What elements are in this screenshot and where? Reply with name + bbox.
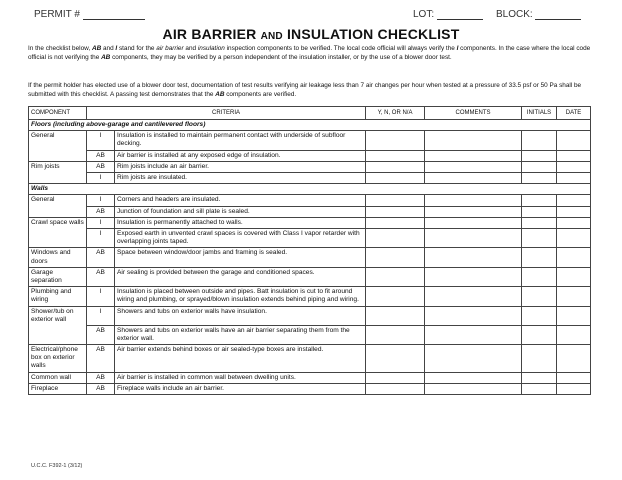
initials-cell[interactable] (522, 372, 557, 383)
component-cell-continued (29, 173, 87, 184)
intro-text-segment: AB (215, 90, 225, 98)
intro-text-segment: AB (101, 53, 111, 61)
date-cell[interactable] (557, 383, 591, 394)
ynna-cell[interactable] (366, 217, 425, 228)
component-cell-continued (29, 150, 87, 161)
component-cell: Windows and doors (29, 248, 87, 267)
table-row (29, 344, 591, 372)
col-comments: COMMENTS (425, 107, 522, 120)
intro-text-segment: I (115, 45, 118, 52)
component-cell-continued (29, 229, 87, 248)
initials-cell[interactable] (522, 325, 557, 344)
component-cell-continued (29, 325, 87, 344)
component-cell: General (29, 195, 87, 206)
intro-text-segment: stand for the (117, 45, 157, 52)
comments-cell[interactable] (425, 217, 522, 228)
block-label: BLOCK: (496, 9, 533, 20)
date-cell[interactable] (557, 306, 591, 325)
criteria-cell: Rim joists are insulated. (115, 173, 366, 184)
intro-paragraph-2 (28, 82, 608, 99)
block-field[interactable] (496, 9, 581, 20)
code-cell: I (87, 131, 115, 150)
criteria-cell: Fireplace walls include an air barrier. (115, 383, 366, 394)
title-part3: INSULATION CHECKLIST (286, 26, 460, 42)
ynna-cell[interactable] (366, 325, 425, 344)
criteria-cell: Air barrier extends behind boxes or air sealed-type boxes are installed. (115, 344, 366, 372)
ynna-cell[interactable] (366, 173, 425, 184)
title-and: AND (260, 31, 283, 42)
comments-cell[interactable] (425, 161, 522, 172)
date-cell[interactable] (557, 344, 591, 372)
intro-text-segment: In the checklist below, (28, 45, 92, 52)
ynna-cell[interactable] (366, 195, 425, 206)
initials-cell[interactable] (522, 150, 557, 161)
intro-text-segment: components. In the case where the local code official is not verifying the (28, 45, 591, 61)
date-cell[interactable] (557, 372, 591, 383)
date-cell[interactable] (557, 267, 591, 286)
table-row (29, 372, 591, 383)
ynna-cell[interactable] (366, 372, 425, 383)
comments-cell[interactable] (425, 344, 522, 372)
permit-blank[interactable] (83, 10, 145, 20)
intro-text-segment: inspection components to be verified. The local code official will always verify the (224, 45, 457, 52)
code-cell: AB (87, 325, 115, 344)
table-row (29, 195, 591, 206)
page-title (0, 26, 622, 42)
code-cell: AB (87, 383, 115, 394)
code-cell: I (87, 287, 115, 306)
date-cell[interactable] (557, 248, 591, 267)
initials-cell[interactable] (522, 206, 557, 217)
table-header-row (29, 107, 591, 120)
initials-cell[interactable] (522, 267, 557, 286)
comments-cell[interactable] (425, 248, 522, 267)
ynna-cell[interactable] (366, 267, 425, 286)
comments-cell[interactable] (425, 372, 522, 383)
date-cell[interactable] (557, 195, 591, 206)
intro-text-segment: and (183, 45, 198, 52)
lot-field[interactable] (413, 9, 483, 20)
criteria-cell: Air barrier is installed in common wall between dwelling units. (115, 372, 366, 383)
component-cell: Plumbing and wiring (29, 287, 87, 306)
code-cell: AB (87, 344, 115, 372)
initials-cell[interactable] (522, 287, 557, 306)
comments-cell[interactable] (425, 206, 522, 217)
code-cell: AB (87, 267, 115, 286)
initials-cell[interactable] (522, 248, 557, 267)
ynna-cell[interactable] (366, 150, 425, 161)
table-row (29, 206, 591, 217)
code-cell: I (87, 173, 115, 184)
intro-text-segment: and (101, 45, 116, 52)
ynna-cell[interactable] (366, 131, 425, 150)
section-label: Floors (including above-garage and cantilevered floors) (29, 120, 591, 131)
lot-label: LOT: (413, 9, 435, 20)
code-cell: I (87, 229, 115, 248)
date-cell[interactable] (557, 325, 591, 344)
criteria-cell: Showers and tubs on exterior walls have insulation. (115, 306, 366, 325)
code-cell: AB (87, 206, 115, 217)
initials-cell[interactable] (522, 217, 557, 228)
date-cell[interactable] (557, 217, 591, 228)
intro-text-segment: If the permit holder has elected use of a blower door test, documentation of test results verifying air leakage less than 7 air changes per hour when tested at a pressure of 33.5 psf or 50 Pa shall be submitted with this checklist. A passing test demonstrates that the (28, 82, 582, 98)
initials-cell[interactable] (522, 344, 557, 372)
component-cell: Electrical/phone box on exterior walls (29, 344, 87, 372)
form-footer: U.C.C. F392-1 (3/12) (31, 463, 83, 469)
intro-text-segment: components are verified. (224, 90, 297, 98)
criteria-cell: Insulation is permanently attached to walls. (115, 217, 366, 228)
criteria-cell: Junction of foundation and sill plate is sealed. (115, 206, 366, 217)
table-row (29, 306, 591, 325)
comments-cell[interactable] (425, 173, 522, 184)
intro-paragraph-1 (28, 45, 608, 62)
table-row (29, 287, 591, 306)
col-date: DATE (557, 107, 591, 120)
ynna-cell[interactable] (366, 248, 425, 267)
date-cell[interactable] (557, 131, 591, 150)
col-initials: INITIALS (522, 107, 557, 120)
intro-text-segment: AB (91, 45, 102, 52)
date-cell[interactable] (557, 229, 591, 248)
table-row (29, 173, 591, 184)
code-cell: AB (87, 248, 115, 267)
date-cell[interactable] (557, 206, 591, 217)
ynna-cell[interactable] (366, 206, 425, 217)
code-cell: AB (87, 161, 115, 172)
title-part1: AIR BARRIER (162, 26, 257, 42)
code-cell: AB (87, 150, 115, 161)
component-cell: Rim joists (29, 161, 87, 172)
ynna-cell[interactable] (366, 161, 425, 172)
date-cell[interactable] (557, 150, 591, 161)
section-row (29, 120, 591, 131)
table-row (29, 325, 591, 344)
criteria-cell: Showers and tubs on exterior walls have an air barrier separating them from the exterior wall. (115, 325, 366, 344)
table-row (29, 229, 591, 248)
criteria-cell: Insulation is placed between outside and pipes. Batt insulation is cut to fit around wiring and plumbing, or sprayed/blown insulation extends behind piping and wiring. (115, 287, 366, 306)
table-row (29, 248, 591, 267)
code-cell: I (87, 217, 115, 228)
ynna-cell[interactable] (366, 383, 425, 394)
intro-text-segment: insulation (197, 45, 225, 52)
code-cell: I (87, 306, 115, 325)
comments-cell[interactable] (425, 306, 522, 325)
criteria-cell: Air barrier is installed at any exposed edge of insulation. (115, 150, 366, 161)
criteria-cell: Rim joists include an air barrier. (115, 161, 366, 172)
comments-cell[interactable] (425, 383, 522, 394)
criteria-cell: Exposed earth in unvented crawl spaces is covered with Class I vapor retarder with overlapping joints taped. (115, 229, 366, 248)
component-cell-continued (29, 206, 87, 217)
comments-cell[interactable] (425, 325, 522, 344)
criteria-cell: Corners and headers are insulated. (115, 195, 366, 206)
ynna-cell[interactable] (366, 287, 425, 306)
table-row (29, 383, 591, 394)
initials-cell[interactable] (522, 161, 557, 172)
intro-text-segment: I (456, 45, 459, 52)
intro-text-segment: components, they may be verified by a person independent of the insulation installer, or by the use of a blower door test. (110, 53, 452, 61)
comments-cell[interactable] (425, 229, 522, 248)
initials-cell[interactable] (522, 131, 557, 150)
table-row (29, 217, 591, 228)
col-ynna: Y, N, OR N/A (366, 107, 425, 120)
table-row (29, 267, 591, 286)
code-cell: AB (87, 372, 115, 383)
component-cell: Shower/tub on exterior wall (29, 306, 87, 325)
col-component: COMPONENT (29, 107, 87, 120)
comments-cell[interactable] (425, 150, 522, 161)
checklist-table (28, 106, 591, 395)
col-criteria: CRITERIA (87, 107, 366, 120)
form-header (34, 9, 606, 23)
initials-cell[interactable] (522, 306, 557, 325)
table-row (29, 161, 591, 172)
ynna-cell[interactable] (366, 306, 425, 325)
component-cell: Garage separation (29, 267, 87, 286)
date-cell[interactable] (557, 161, 591, 172)
criteria-cell: Air sealing is provided between the garage and conditioned spaces. (115, 267, 366, 286)
ynna-cell[interactable] (366, 344, 425, 372)
initials-cell[interactable] (522, 383, 557, 394)
comments-cell[interactable] (425, 267, 522, 286)
permit-label: PERMIT # (34, 9, 80, 20)
code-cell: I (87, 195, 115, 206)
block-blank[interactable] (535, 10, 581, 20)
table-row (29, 150, 591, 161)
section-row (29, 184, 591, 195)
intro-text-segment: air barrier (156, 45, 184, 52)
component-cell: Crawl space walls (29, 217, 87, 228)
component-cell: Fireplace (29, 383, 87, 394)
table-row (29, 131, 591, 150)
date-cell[interactable] (557, 173, 591, 184)
criteria-cell: Space between window/door jambs and framing is sealed. (115, 248, 366, 267)
component-cell: General (29, 131, 87, 150)
initials-cell[interactable] (522, 229, 557, 248)
comments-cell[interactable] (425, 195, 522, 206)
component-cell: Common wall (29, 372, 87, 383)
section-label: Walls (29, 184, 591, 195)
date-cell[interactable] (557, 287, 591, 306)
lot-blank[interactable] (437, 10, 483, 20)
comments-cell[interactable] (425, 287, 522, 306)
ynna-cell[interactable] (366, 229, 425, 248)
permit-field[interactable] (34, 9, 145, 20)
initials-cell[interactable] (522, 195, 557, 206)
comments-cell[interactable] (425, 131, 522, 150)
initials-cell[interactable] (522, 173, 557, 184)
criteria-cell: Insulation is installed to maintain permanent contact with underside of subfloor decking. (115, 131, 366, 150)
